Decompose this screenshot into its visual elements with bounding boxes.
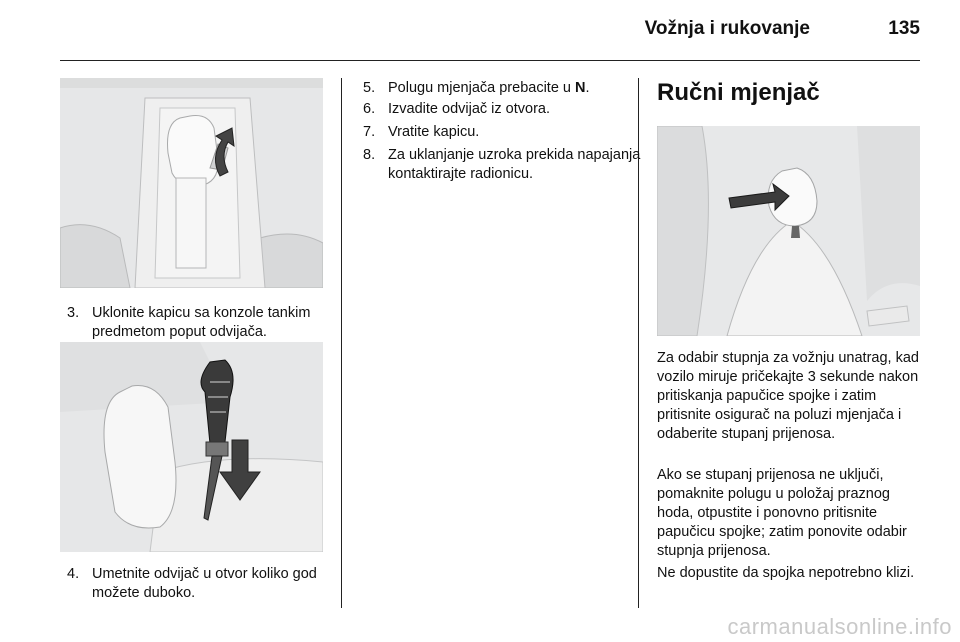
illustration-gear-lever-cap [60, 78, 323, 288]
paragraph-gear-not-engaged: Ako se stupanj prijenosa ne uključi, pomaknite polugu u položaj praznog hoda, otpustite i ponovno pritisnite papučicu spojke; zatim ponovite odabir stupnja prijenosa. [657, 467, 907, 559]
paragraph-reverse-gear: Za odabir stupnja za vožnju unatrag, kad vozilo miruje pričekajte 3 sekunde nakon pritiskanja papučice spojke i zatim pritisnite osigurač na poluzi mjenjača i odaberite stupanj prijenosa. [657, 350, 919, 442]
running-header-title: Vožnja i rukovanje [644, 18, 810, 39]
gear-position-n: N [575, 80, 586, 96]
page-number: 135 [888, 18, 920, 39]
illustration-manual-gear-lever [657, 126, 920, 336]
step-text: Umetnite odvijač u otvor koliko god možete duboko. [92, 566, 317, 601]
step-number: 4. [67, 566, 80, 582]
step-3 [67, 304, 354, 342]
step-7 [363, 123, 650, 142]
column-divider-left [341, 78, 342, 608]
step-text: Izvadite odvijač iz otvora. [388, 101, 550, 117]
step-5 [363, 79, 650, 98]
step-4 [67, 565, 354, 603]
watermark: carmanualsonline.info [727, 614, 952, 639]
step-text: Za uklanjanje uzroka prekida napajanja kontaktirajte radionicu. [388, 147, 641, 182]
step-number: 8. [363, 147, 376, 163]
step-6 [363, 100, 650, 119]
section-title: Ručni mjenjač [657, 79, 820, 106]
step-number: 7. [363, 124, 376, 140]
paragraph-clutch-slip: Ne dopustite da spojka nepotrebno klizi. [657, 565, 915, 581]
step-number: 3. [67, 305, 80, 321]
step-number: 5. [363, 80, 376, 96]
step-text: Vratite kapicu. [388, 124, 480, 140]
step-number: 6. [363, 101, 376, 117]
step-text: Uklonite kapicu sa konzole tankim predmetom poput odvijača. [92, 305, 311, 340]
header-rule [60, 60, 920, 61]
illustration-screwdriver-insert [60, 342, 323, 552]
step-text-end: . [585, 80, 590, 96]
step-8 [363, 146, 650, 184]
step-text: Polugu mjenjača prebacite u [388, 80, 576, 96]
